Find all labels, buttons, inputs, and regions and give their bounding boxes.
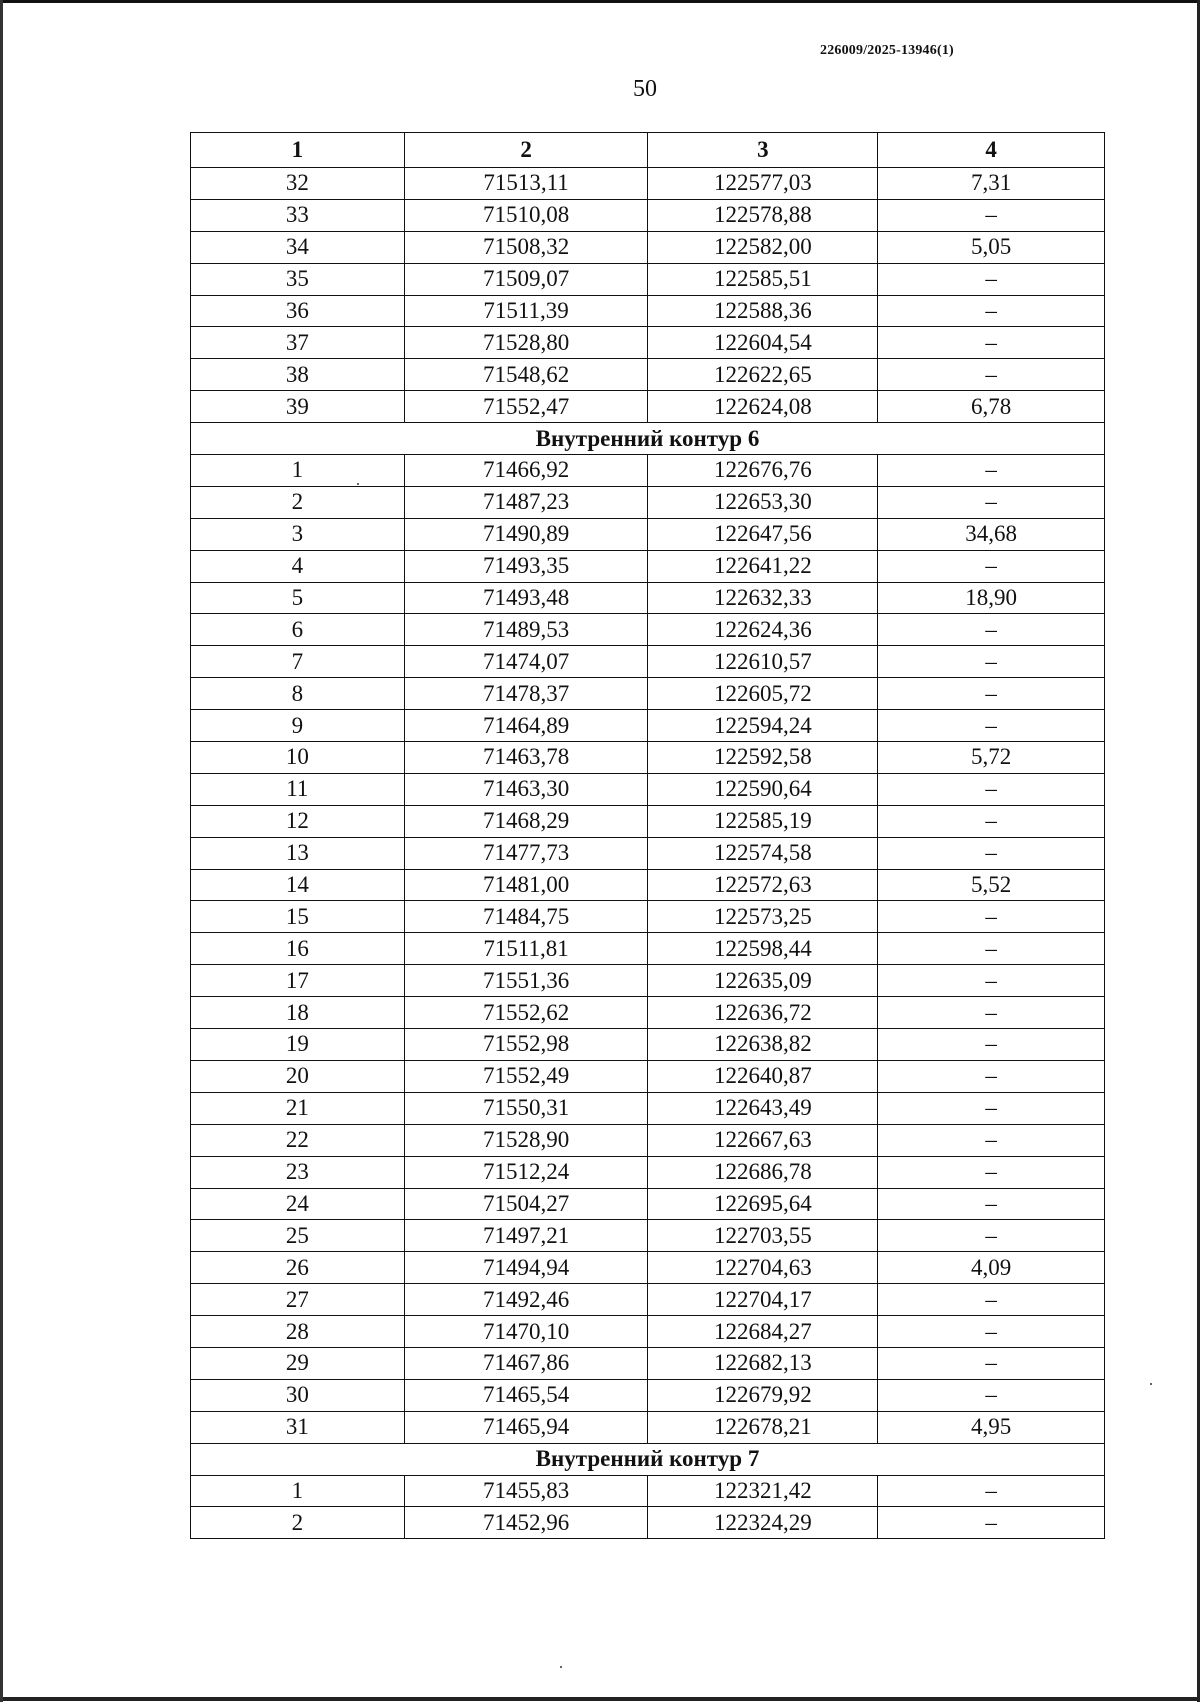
- table-cell: –: [878, 837, 1105, 869]
- table-cell: 122585,19: [648, 805, 878, 837]
- table-row: [191, 550, 1105, 582]
- table-cell: 2: [191, 1507, 405, 1539]
- table-cell: 5: [191, 582, 405, 614]
- table-cell: 71464,89: [404, 710, 648, 742]
- table-cell: –: [878, 1347, 1105, 1379]
- scan-speck: [1150, 1383, 1152, 1385]
- table-cell: –: [878, 773, 1105, 805]
- table-cell: 71504,27: [404, 1188, 648, 1220]
- table-cell: 14: [191, 869, 405, 901]
- table-cell: 22: [191, 1124, 405, 1156]
- table-cell: 71511,81: [404, 933, 648, 965]
- table-cell: 71477,73: [404, 837, 648, 869]
- table-cell: 122667,63: [648, 1124, 878, 1156]
- table-cell: 21: [191, 1092, 405, 1124]
- table-cell: 71478,37: [404, 678, 648, 710]
- table-cell: 122610,57: [648, 646, 878, 678]
- table-cell: 122638,82: [648, 1029, 878, 1061]
- table-row: [191, 327, 1105, 359]
- table-cell: 37: [191, 327, 405, 359]
- table-cell: 122635,09: [648, 965, 878, 997]
- table-cell: 122704,63: [648, 1252, 878, 1284]
- table-cell: 34,68: [878, 518, 1105, 550]
- table-cell: 122588,36: [648, 295, 878, 327]
- table-cell: –: [878, 199, 1105, 231]
- table-cell: 122572,63: [648, 869, 878, 901]
- table-row: [191, 1252, 1105, 1284]
- table-cell: 71467,86: [404, 1347, 648, 1379]
- table-cell: 71465,54: [404, 1379, 648, 1411]
- table-cell: 38: [191, 359, 405, 391]
- table-cell: 71511,39: [404, 295, 648, 327]
- table-cell: 34: [191, 231, 405, 263]
- section-row: [191, 1443, 1105, 1475]
- table-row: [191, 391, 1105, 423]
- table-cell: 29: [191, 1347, 405, 1379]
- table-cell: 9: [191, 710, 405, 742]
- table-cell: 1: [191, 1475, 405, 1507]
- table-row: [191, 1347, 1105, 1379]
- section-title: Внутренний контур 7: [191, 1443, 1105, 1475]
- table-cell: –: [878, 678, 1105, 710]
- table-cell: 122605,72: [648, 678, 878, 710]
- table-cell: 27: [191, 1284, 405, 1316]
- table-cell: 26: [191, 1252, 405, 1284]
- table-cell: –: [878, 1475, 1105, 1507]
- table-cell: 71463,78: [404, 742, 648, 774]
- scan-speck: [560, 1666, 562, 1668]
- table-cell: –: [878, 1188, 1105, 1220]
- table-row: [191, 582, 1105, 614]
- table-cell: 32: [191, 168, 405, 200]
- table-row: [191, 1188, 1105, 1220]
- table-cell: 30: [191, 1379, 405, 1411]
- table-cell: 71481,00: [404, 869, 648, 901]
- table-cell: 71497,21: [404, 1220, 648, 1252]
- table-cell: 1: [191, 455, 405, 487]
- table-cell: 122624,08: [648, 391, 878, 423]
- table-cell: –: [878, 327, 1105, 359]
- table-cell: 23: [191, 1156, 405, 1188]
- table-cell: 122695,64: [648, 1188, 878, 1220]
- table-cell: 39: [191, 391, 405, 423]
- table-cell: –: [878, 710, 1105, 742]
- table-cell: 4,95: [878, 1411, 1105, 1443]
- column-header: 1: [191, 133, 405, 168]
- table-row: [191, 231, 1105, 263]
- table-row: [191, 646, 1105, 678]
- table-cell: 19: [191, 1029, 405, 1061]
- table-cell: 122321,42: [648, 1475, 878, 1507]
- table-cell: 71528,90: [404, 1124, 648, 1156]
- table-cell: 10: [191, 742, 405, 774]
- table-cell: 122640,87: [648, 1060, 878, 1092]
- coordinates-table-body: [191, 133, 1105, 1539]
- table-cell: –: [878, 933, 1105, 965]
- table-row: [191, 742, 1105, 774]
- table-cell: 71510,08: [404, 199, 648, 231]
- table-cell: 15: [191, 901, 405, 933]
- table-cell: 71455,83: [404, 1475, 648, 1507]
- table-row: [191, 773, 1105, 805]
- table-cell: 122324,29: [648, 1507, 878, 1539]
- table-cell: 122641,22: [648, 550, 878, 582]
- table-cell: 122577,03: [648, 168, 878, 200]
- table-cell: 122686,78: [648, 1156, 878, 1188]
- table-cell: 71512,24: [404, 1156, 648, 1188]
- table-cell: 5,05: [878, 231, 1105, 263]
- table-row: [191, 1379, 1105, 1411]
- section-row: [191, 423, 1105, 455]
- table-cell: –: [878, 295, 1105, 327]
- table-row: [191, 455, 1105, 487]
- table-cell: 6: [191, 614, 405, 646]
- table-cell: 13: [191, 837, 405, 869]
- table-cell: 122604,54: [648, 327, 878, 359]
- table-cell: 122594,24: [648, 710, 878, 742]
- table-cell: 4: [191, 550, 405, 582]
- table-row: [191, 1284, 1105, 1316]
- table-row: [191, 614, 1105, 646]
- table-cell: 16: [191, 933, 405, 965]
- table-cell: 71489,53: [404, 614, 648, 646]
- table-cell: 122643,49: [648, 1092, 878, 1124]
- table-cell: –: [878, 550, 1105, 582]
- table-row: [191, 1060, 1105, 1092]
- table-cell: 71487,23: [404, 486, 648, 518]
- table-cell: 12: [191, 805, 405, 837]
- table-row: [191, 901, 1105, 933]
- table-row: [191, 933, 1105, 965]
- scan-border-top: [0, 0, 1200, 3]
- table-cell: 122703,55: [648, 1220, 878, 1252]
- table-row: [191, 1092, 1105, 1124]
- table-cell: –: [878, 455, 1105, 487]
- table-cell: 122573,25: [648, 901, 878, 933]
- table-cell: 18,90: [878, 582, 1105, 614]
- table-cell: 71452,96: [404, 1507, 648, 1539]
- table-cell: 71528,80: [404, 327, 648, 359]
- table-row: [191, 518, 1105, 550]
- table-cell: 11: [191, 773, 405, 805]
- table-row: [191, 1475, 1105, 1507]
- table-cell: 122592,58: [648, 742, 878, 774]
- table-row: [191, 1156, 1105, 1188]
- table-cell: –: [878, 805, 1105, 837]
- table-row: [191, 359, 1105, 391]
- table-row: [191, 168, 1105, 200]
- table-cell: –: [878, 1316, 1105, 1348]
- table-cell: –: [878, 1124, 1105, 1156]
- table-cell: –: [878, 1379, 1105, 1411]
- table-row: [191, 678, 1105, 710]
- table-cell: –: [878, 1507, 1105, 1539]
- table-cell: –: [878, 1156, 1105, 1188]
- table-cell: 122678,21: [648, 1411, 878, 1443]
- table-cell: –: [878, 1284, 1105, 1316]
- table-cell: 122578,88: [648, 199, 878, 231]
- table-cell: 71466,92: [404, 455, 648, 487]
- table-cell: 71493,48: [404, 582, 648, 614]
- table-cell: 18: [191, 997, 405, 1029]
- table-cell: 71493,35: [404, 550, 648, 582]
- table-cell: 17: [191, 965, 405, 997]
- table-cell: –: [878, 1220, 1105, 1252]
- table-cell: 71470,10: [404, 1316, 648, 1348]
- table-row: [191, 710, 1105, 742]
- table-cell: –: [878, 901, 1105, 933]
- table-cell: 122622,65: [648, 359, 878, 391]
- table-row: [191, 997, 1105, 1029]
- table-cell: 71509,07: [404, 263, 648, 295]
- table-cell: 71550,31: [404, 1092, 648, 1124]
- table-cell: 71465,94: [404, 1411, 648, 1443]
- table-cell: 7: [191, 646, 405, 678]
- table-cell: 3: [191, 518, 405, 550]
- table-cell: –: [878, 1029, 1105, 1061]
- table-cell: –: [878, 359, 1105, 391]
- table-cell: 6,78: [878, 391, 1105, 423]
- table-cell: 5,72: [878, 742, 1105, 774]
- table-cell: –: [878, 646, 1105, 678]
- scan-speck: [357, 483, 359, 485]
- table-cell: –: [878, 614, 1105, 646]
- table-cell: 25: [191, 1220, 405, 1252]
- table-cell: 122653,30: [648, 486, 878, 518]
- table-cell: 122598,44: [648, 933, 878, 965]
- table-row: [191, 837, 1105, 869]
- table-row: [191, 965, 1105, 997]
- table-cell: 20: [191, 1060, 405, 1092]
- table-row: [191, 1411, 1105, 1443]
- table-cell: 122684,27: [648, 1316, 878, 1348]
- table-cell: 71463,30: [404, 773, 648, 805]
- table-cell: 122590,64: [648, 773, 878, 805]
- table-cell: 71548,62: [404, 359, 648, 391]
- table-cell: 71552,98: [404, 1029, 648, 1061]
- table-cell: 122632,33: [648, 582, 878, 614]
- table-cell: 28: [191, 1316, 405, 1348]
- table-cell: –: [878, 997, 1105, 1029]
- scan-border-left: [0, 0, 3, 1702]
- table-cell: 122582,00: [648, 231, 878, 263]
- table-cell: 36: [191, 295, 405, 327]
- table-cell: 71494,94: [404, 1252, 648, 1284]
- table-cell: 122585,51: [648, 263, 878, 295]
- table-cell: 7,31: [878, 168, 1105, 200]
- section-title: Внутренний контур 6: [191, 423, 1105, 455]
- scan-border-bottom: [0, 1697, 1200, 1701]
- column-header: 4: [878, 133, 1105, 168]
- table-cell: 24: [191, 1188, 405, 1220]
- table-cell: 122574,58: [648, 837, 878, 869]
- table-cell: 122682,13: [648, 1347, 878, 1379]
- table-cell: 71492,46: [404, 1284, 648, 1316]
- table-cell: 35: [191, 263, 405, 295]
- table-cell: 71513,11: [404, 168, 648, 200]
- table-cell: 122676,76: [648, 455, 878, 487]
- table-cell: –: [878, 1092, 1105, 1124]
- table-row: [191, 263, 1105, 295]
- table-cell: 71490,89: [404, 518, 648, 550]
- document-id: 226009/2025-13946(1): [820, 43, 954, 58]
- table-cell: 2: [191, 486, 405, 518]
- table-cell: 122636,72: [648, 997, 878, 1029]
- coordinates-table: [190, 132, 1105, 1539]
- table-cell: 71468,29: [404, 805, 648, 837]
- table-cell: 71474,07: [404, 646, 648, 678]
- page-number: 50: [633, 76, 657, 102]
- table-row: [191, 486, 1105, 518]
- table-row: [191, 1124, 1105, 1156]
- table-row: [191, 1507, 1105, 1539]
- table-row: [191, 199, 1105, 231]
- table-row: [191, 295, 1105, 327]
- table-cell: 122704,17: [648, 1284, 878, 1316]
- table-row: [191, 805, 1105, 837]
- table-cell: 71484,75: [404, 901, 648, 933]
- table-cell: 4,09: [878, 1252, 1105, 1284]
- table-cell: 71551,36: [404, 965, 648, 997]
- table-cell: 5,52: [878, 869, 1105, 901]
- table-row: [191, 1220, 1105, 1252]
- table-cell: 31: [191, 1411, 405, 1443]
- table-header-row: [191, 133, 1105, 168]
- table-row: [191, 869, 1105, 901]
- table-cell: –: [878, 965, 1105, 997]
- table-cell: 71508,32: [404, 231, 648, 263]
- table-cell: 122679,92: [648, 1379, 878, 1411]
- table-row: [191, 1316, 1105, 1348]
- table-cell: 122647,56: [648, 518, 878, 550]
- table-cell: –: [878, 263, 1105, 295]
- column-header: 3: [648, 133, 878, 168]
- table-cell: –: [878, 486, 1105, 518]
- table-cell: 122624,36: [648, 614, 878, 646]
- table-cell: –: [878, 1060, 1105, 1092]
- column-header: 2: [404, 133, 648, 168]
- table-cell: 33: [191, 199, 405, 231]
- table-row: [191, 1029, 1105, 1061]
- table-cell: 8: [191, 678, 405, 710]
- table-cell: 71552,62: [404, 997, 648, 1029]
- table-cell: 71552,49: [404, 1060, 648, 1092]
- table-cell: 71552,47: [404, 391, 648, 423]
